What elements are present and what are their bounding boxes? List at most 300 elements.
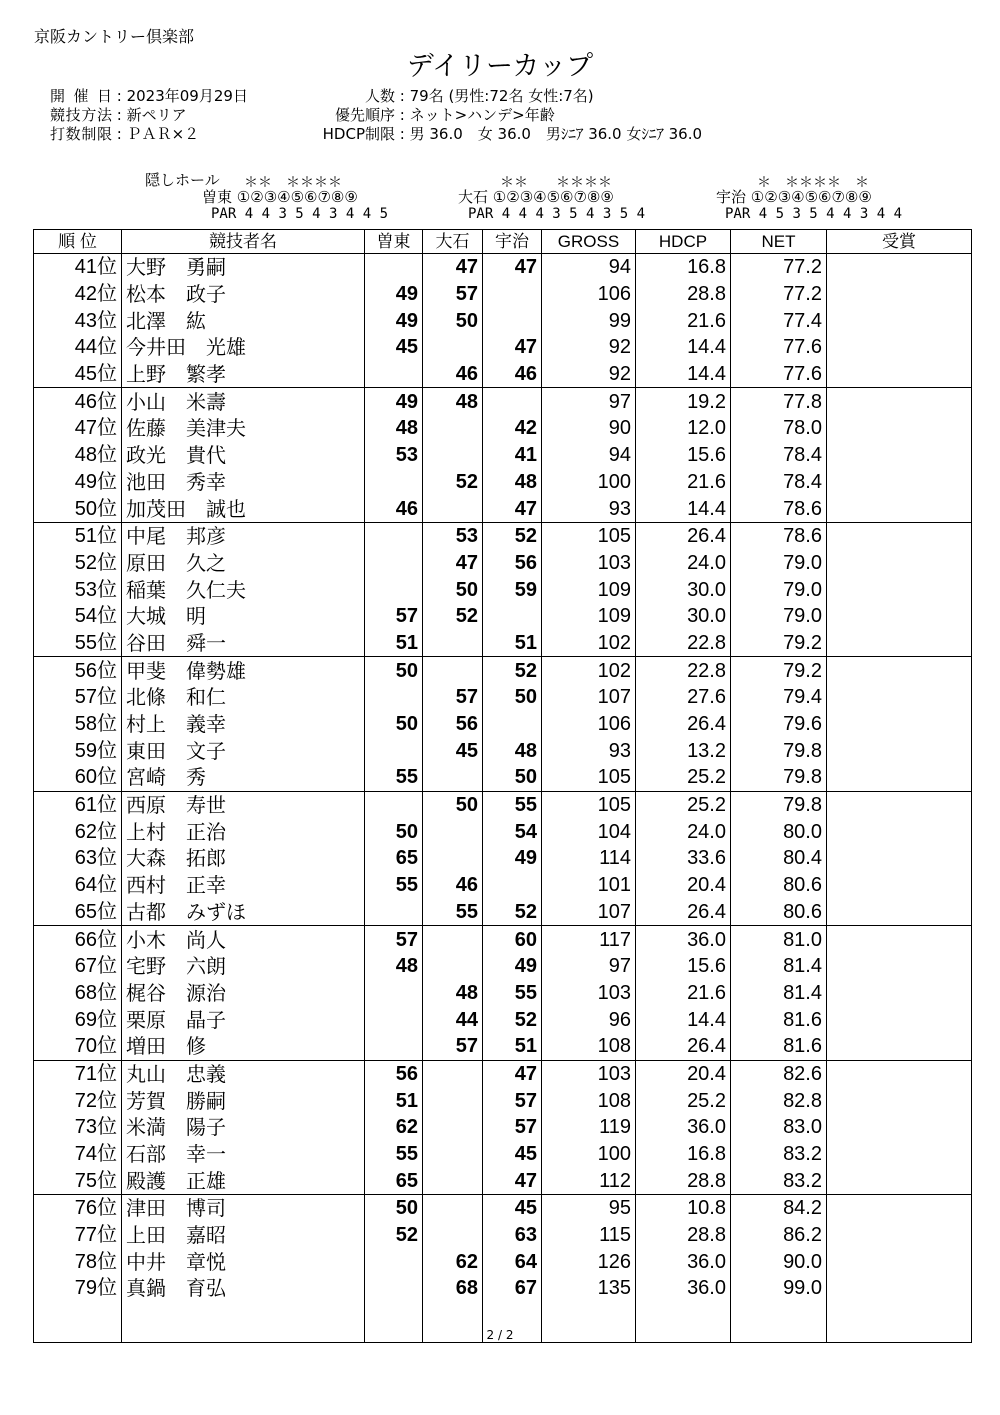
page-number: 2 / 2 <box>486 1328 514 1342</box>
table-row <box>34 576 972 603</box>
cell-net: 79.0 <box>731 603 827 630</box>
cell-name: 大野 勇嗣 <box>122 254 365 281</box>
cell-net: 77.2 <box>731 254 827 281</box>
cell-gross: 102 <box>542 630 636 657</box>
par-row-oishi <box>468 206 645 222</box>
table-row <box>34 899 972 926</box>
cell-gross: 93 <box>542 737 636 764</box>
cell-soto <box>365 1033 423 1060</box>
cell-rank: 41位 <box>34 254 122 281</box>
cell-soto: 50 <box>365 818 423 845</box>
cell-award <box>827 334 972 361</box>
cell-oishi: 48 <box>423 980 483 1007</box>
table-row <box>34 495 972 522</box>
cell-soto: 65 <box>365 1167 423 1194</box>
cell-soto <box>365 1006 423 1033</box>
cell-name: 稲葉 久仁夫 <box>122 576 365 603</box>
cell-name: 宮崎 秀 <box>122 764 365 791</box>
cell-rank: 53位 <box>34 576 122 603</box>
table-row <box>34 361 972 388</box>
cell-name: 佐藤 美津夫 <box>122 415 365 442</box>
limit-value: ＰＡＲ×２ <box>126 125 200 143</box>
table-row <box>34 711 972 738</box>
cell-soto: 57 <box>365 603 423 630</box>
cell-oishi <box>423 845 483 872</box>
hdcp-limit-label: HDCP制限 <box>322 125 395 143</box>
cell-net: 80.0 <box>731 818 827 845</box>
cell-soto: 51 <box>365 1087 423 1114</box>
cell-hdcp: 28.8 <box>636 1167 731 1194</box>
table-header-row <box>34 230 972 254</box>
cell-hdcp: 33.6 <box>636 845 731 872</box>
cell-gross: 100 <box>542 469 636 496</box>
cell-oishi <box>423 1167 483 1194</box>
count-label: 人数 <box>364 87 395 105</box>
cell-award <box>827 254 972 281</box>
table-row <box>34 442 972 469</box>
cell-gross: 103 <box>542 980 636 1007</box>
method-label: 競技方法 <box>50 106 112 124</box>
table-row <box>34 1275 972 1302</box>
cell-rank: 73位 <box>34 1114 122 1141</box>
cell-gross: 107 <box>542 899 636 926</box>
cell-soto: 62 <box>365 1114 423 1141</box>
cell-soto: 50 <box>365 1195 423 1222</box>
cell-hdcp: 21.6 <box>636 980 731 1007</box>
cell-rank: 70位 <box>34 1033 122 1060</box>
cell-net: 81.4 <box>731 980 827 1007</box>
cell-oishi <box>423 1195 483 1222</box>
cell-hdcp: 30.0 <box>636 603 731 630</box>
table-row <box>34 818 972 845</box>
cell-soto <box>365 361 423 388</box>
cell-soto: 55 <box>365 764 423 791</box>
cell-hdcp: 22.8 <box>636 630 731 657</box>
cell-uji <box>483 872 542 899</box>
cell-rank: 78位 <box>34 1248 122 1275</box>
col-net: NET <box>731 230 827 254</box>
table-row <box>34 603 972 630</box>
cell-hdcp: 14.4 <box>636 495 731 522</box>
cell-oishi: 46 <box>423 361 483 388</box>
cell-award <box>827 1248 972 1275</box>
hidden-hole-label: 隠しホール <box>145 171 220 189</box>
cell-name: 丸山 忠義 <box>122 1060 365 1087</box>
cell-soto: 48 <box>365 415 423 442</box>
hidden-marks-uji: ＊ ＊＊＊＊ ＊ <box>757 175 869 191</box>
cell-oishi: 56 <box>423 711 483 738</box>
cell-gross: 106 <box>542 281 636 308</box>
cell-net: 77.8 <box>731 388 827 415</box>
cell-uji: 46 <box>483 361 542 388</box>
cell-name: 増田 修 <box>122 1033 365 1060</box>
cell-soto: 48 <box>365 953 423 980</box>
cell-rank: 42位 <box>34 281 122 308</box>
cell-rank: 65位 <box>34 899 122 926</box>
cell-oishi <box>423 334 483 361</box>
cell-name: 東田 文子 <box>122 737 365 764</box>
cell-soto: 50 <box>365 657 423 684</box>
cell-rank: 69位 <box>34 1006 122 1033</box>
cell-uji: 54 <box>483 818 542 845</box>
cell-award <box>827 845 972 872</box>
cell-net: 78.4 <box>731 442 827 469</box>
table-row <box>34 281 972 308</box>
info-left: 開催日 : 2023年09月29日 競技方法 : 新ペリア 打数制限 : ＰＡＲ×２ <box>50 87 248 143</box>
cell-uji <box>483 307 542 334</box>
col-uji: 宇治 <box>483 230 542 254</box>
cell-uji: 56 <box>483 550 542 577</box>
cell-uji <box>483 603 542 630</box>
cell-soto: 46 <box>365 495 423 522</box>
col-name: 競技者名 <box>122 230 365 254</box>
cell-rank: 79位 <box>34 1275 122 1302</box>
cell-name: 梶谷 源治 <box>122 980 365 1007</box>
cell-soto: 57 <box>365 926 423 953</box>
cell-gross: 99 <box>542 307 636 334</box>
cell-name: 大森 拓郎 <box>122 845 365 872</box>
cell-oishi: 44 <box>423 1006 483 1033</box>
cell-gross: 105 <box>542 764 636 791</box>
cell-uji: 45 <box>483 1141 542 1168</box>
cell-oishi: 47 <box>423 254 483 281</box>
table-row <box>34 1114 972 1141</box>
cell-name: 芳賀 勝嗣 <box>122 1087 365 1114</box>
cell-uji: 50 <box>483 684 542 711</box>
cell-uji: 55 <box>483 980 542 1007</box>
cell-net: 77.6 <box>731 334 827 361</box>
hdcp-limit-value: 男 36.0 女 36.0 男ｼﾆｱ 36.0 女ｼﾆｱ 36.0 <box>409 125 703 143</box>
cell-rank: 63位 <box>34 845 122 872</box>
cell-net: 83.0 <box>731 1114 827 1141</box>
cell-oishi <box>423 415 483 442</box>
cell-oishi <box>423 495 483 522</box>
cell-net: 79.4 <box>731 684 827 711</box>
cell-net: 77.4 <box>731 307 827 334</box>
cell-oishi: 45 <box>423 737 483 764</box>
cell-rank: 59位 <box>34 737 122 764</box>
cell-soto: 49 <box>365 307 423 334</box>
col-rank: 順 位 <box>34 230 122 254</box>
cell-award <box>827 307 972 334</box>
cell-award <box>827 576 972 603</box>
cell-oishi <box>423 764 483 791</box>
cell-net: 82.8 <box>731 1087 827 1114</box>
cell-award <box>827 1195 972 1222</box>
cell-uji: 52 <box>483 657 542 684</box>
cell-hdcp: 25.2 <box>636 1087 731 1114</box>
table-row <box>34 657 972 684</box>
table-row <box>34 415 972 442</box>
count-value: 79名 (男性:72名 女性:7名) <box>409 87 594 105</box>
cell-uji: 49 <box>483 845 542 872</box>
cell-net: 84.2 <box>731 1195 827 1222</box>
cell-rank: 77位 <box>34 1222 122 1249</box>
cell-uji: 57 <box>483 1114 542 1141</box>
table-row <box>34 953 972 980</box>
table-row <box>34 630 972 657</box>
cell-award <box>827 1275 972 1302</box>
cell-award <box>827 926 972 953</box>
cell-net: 79.2 <box>731 657 827 684</box>
cell-hdcp: 36.0 <box>636 926 731 953</box>
table-row <box>34 550 972 577</box>
cell-rank: 58位 <box>34 711 122 738</box>
cell-gross: 103 <box>542 1060 636 1087</box>
table-row <box>34 926 972 953</box>
cell-net: 79.2 <box>731 630 827 657</box>
cell-rank: 68位 <box>34 980 122 1007</box>
table-body <box>34 254 972 1343</box>
cell-oishi <box>423 1141 483 1168</box>
cell-net: 81.6 <box>731 1033 827 1060</box>
table-row <box>34 388 972 415</box>
par-row-soto <box>211 206 388 222</box>
table-row <box>34 737 972 764</box>
cell-rank: 47位 <box>34 415 122 442</box>
cell-gross: 96 <box>542 1006 636 1033</box>
cell-uji: 47 <box>483 1167 542 1194</box>
cell-soto <box>365 980 423 1007</box>
cell-name: 米満 陽子 <box>122 1114 365 1141</box>
cell-soto: 55 <box>365 1141 423 1168</box>
hidden-marks-oishi: ＊＊ ＊＊＊＊ <box>500 175 612 191</box>
cell-rank: 60位 <box>34 764 122 791</box>
cell-gross: 95 <box>542 1195 636 1222</box>
cell-name: 古都 みずほ <box>122 899 365 926</box>
cell-hdcp: 12.0 <box>636 415 731 442</box>
cell-hdcp: 24.0 <box>636 818 731 845</box>
cell-soto <box>365 522 423 549</box>
cell-uji <box>483 388 542 415</box>
cell-hdcp: 25.2 <box>636 791 731 818</box>
cell-soto <box>365 899 423 926</box>
cell-hdcp: 10.8 <box>636 1195 731 1222</box>
cell-net: 82.6 <box>731 1060 827 1087</box>
cell-gross: 117 <box>542 926 636 953</box>
cell-gross: 103 <box>542 550 636 577</box>
cell-uji: 59 <box>483 576 542 603</box>
cell-soto: 65 <box>365 845 423 872</box>
limit-label: 打数制限 <box>50 125 112 143</box>
cell-rank: 44位 <box>34 334 122 361</box>
cell-soto: 52 <box>365 1222 423 1249</box>
cell-award <box>827 630 972 657</box>
cell-award <box>827 361 972 388</box>
cell-award <box>827 764 972 791</box>
cell-award <box>827 603 972 630</box>
cell-hdcp: 15.6 <box>636 953 731 980</box>
cell-rank: 55位 <box>34 630 122 657</box>
cell-net: 78.0 <box>731 415 827 442</box>
cell-uji: 42 <box>483 415 542 442</box>
cell-award <box>827 953 972 980</box>
cell-name: 殿護 正雄 <box>122 1167 365 1194</box>
cell-rank: 51位 <box>34 522 122 549</box>
cell-hdcp: 16.8 <box>636 1141 731 1168</box>
cell-soto <box>365 576 423 603</box>
cell-rank: 52位 <box>34 550 122 577</box>
cell-gross: 102 <box>542 657 636 684</box>
course-uji-holes <box>716 189 872 205</box>
cell-gross: 104 <box>542 818 636 845</box>
cell-uji: 52 <box>483 899 542 926</box>
date-value: 2023年09月29日 <box>126 87 248 105</box>
cell-soto: 53 <box>365 442 423 469</box>
cell-name: 石部 幸一 <box>122 1141 365 1168</box>
cell-hdcp: 20.4 <box>636 872 731 899</box>
cell-net: 90.0 <box>731 1248 827 1275</box>
cell-hdcp: 14.4 <box>636 361 731 388</box>
cell-uji: 64 <box>483 1248 542 1275</box>
cell-oishi <box>423 1060 483 1087</box>
table-row <box>34 791 972 818</box>
cell-award <box>827 980 972 1007</box>
cell-gross: 119 <box>542 1114 636 1141</box>
table-row <box>34 1141 972 1168</box>
cell-uji: 52 <box>483 1006 542 1033</box>
cell-uji: 47 <box>483 254 542 281</box>
cell-uji: 57 <box>483 1087 542 1114</box>
cell-uji: 67 <box>483 1275 542 1302</box>
cell-oishi <box>423 818 483 845</box>
cell-award <box>827 281 972 308</box>
cell-award <box>827 495 972 522</box>
cell-hdcp: 27.6 <box>636 684 731 711</box>
cell-award <box>827 1167 972 1194</box>
cell-award <box>827 1006 972 1033</box>
pars-soto: 4 4 3 5 4 3 4 4 5 <box>244 206 389 222</box>
cell-oishi: 50 <box>423 576 483 603</box>
cell-oishi: 52 <box>423 469 483 496</box>
cell-net: 79.8 <box>731 764 827 791</box>
cell-oishi: 53 <box>423 522 483 549</box>
table-row <box>34 334 972 361</box>
cell-hdcp: 30.0 <box>636 576 731 603</box>
cell-hdcp: 21.6 <box>636 307 731 334</box>
cell-name: 原田 久之 <box>122 550 365 577</box>
pars-oishi: 4 4 4 3 5 4 3 5 4 <box>501 206 646 222</box>
cell-name: 小木 尚人 <box>122 926 365 953</box>
cell-oishi <box>423 1087 483 1114</box>
table-row <box>34 469 972 496</box>
col-gross: GROSS <box>542 230 636 254</box>
cell-soto <box>365 254 423 281</box>
cell-oishi <box>423 1114 483 1141</box>
cell-gross: 112 <box>542 1167 636 1194</box>
cell-soto <box>365 1248 423 1275</box>
cell-uji <box>483 711 542 738</box>
cell-hdcp: 36.0 <box>636 1275 731 1302</box>
cell-soto: 55 <box>365 872 423 899</box>
cell-uji: 49 <box>483 953 542 980</box>
cell-soto: 50 <box>365 711 423 738</box>
cell-oishi <box>423 1222 483 1249</box>
cell-rank: 48位 <box>34 442 122 469</box>
cell-oishi <box>423 953 483 980</box>
cell-name: 小山 米壽 <box>122 388 365 415</box>
cell-net: 80.6 <box>731 899 827 926</box>
cell-name: 西原 寿世 <box>122 791 365 818</box>
cell-rank: 75位 <box>34 1167 122 1194</box>
cell-name: 真鍋 育弘 <box>122 1275 365 1302</box>
cell-hdcp: 14.4 <box>636 334 731 361</box>
cell-net: 79.0 <box>731 576 827 603</box>
cell-name: 村上 義幸 <box>122 711 365 738</box>
cell-net: 86.2 <box>731 1222 827 1249</box>
cell-net: 79.6 <box>731 711 827 738</box>
table-row <box>34 872 972 899</box>
cell-uji: 45 <box>483 1195 542 1222</box>
cell-soto: 49 <box>365 388 423 415</box>
cell-gross: 105 <box>542 522 636 549</box>
cell-oishi: 62 <box>423 1248 483 1275</box>
cell-uji: 47 <box>483 1060 542 1087</box>
cell-name: 上野 繁孝 <box>122 361 365 388</box>
cell-award <box>827 684 972 711</box>
cell-rank: 43位 <box>34 307 122 334</box>
cell-hdcp: 21.6 <box>636 469 731 496</box>
cell-name: 大城 明 <box>122 603 365 630</box>
cell-hdcp: 26.4 <box>636 711 731 738</box>
cell-oishi: 57 <box>423 1033 483 1060</box>
cell-award <box>827 415 972 442</box>
col-award: 受賞 <box>827 230 972 254</box>
par-row-uji <box>725 206 902 222</box>
cell-rank: 74位 <box>34 1141 122 1168</box>
page-title: デイリーカップ <box>406 51 594 82</box>
cell-net: 83.2 <box>731 1141 827 1168</box>
cell-oishi: 50 <box>423 791 483 818</box>
cell-uji: 55 <box>483 791 542 818</box>
results-table <box>33 229 972 1343</box>
cell-oishi: 55 <box>423 899 483 926</box>
table-row <box>34 1006 972 1033</box>
cell-name: 上村 正治 <box>122 818 365 845</box>
cell-name: 政光 貴代 <box>122 442 365 469</box>
course-soto-name: 曽東 <box>202 188 233 206</box>
cell-name: 西村 正幸 <box>122 872 365 899</box>
cell-hdcp: 19.2 <box>636 388 731 415</box>
col-oishi: 大石 <box>423 230 483 254</box>
cell-gross: 108 <box>542 1087 636 1114</box>
cell-oishi <box>423 926 483 953</box>
cell-hdcp: 26.4 <box>636 1033 731 1060</box>
cell-award <box>827 442 972 469</box>
cell-net: 77.2 <box>731 281 827 308</box>
cell-gross: 97 <box>542 953 636 980</box>
cell-rank: 56位 <box>34 657 122 684</box>
cell-award <box>827 899 972 926</box>
cell-soto <box>365 550 423 577</box>
hole-numbers-oishi: ①②③④⑤⑥⑦⑧⑨ <box>492 188 614 206</box>
cell-award <box>827 791 972 818</box>
cell-award <box>827 737 972 764</box>
cell-uji: 51 <box>483 630 542 657</box>
cell-net: 79.0 <box>731 550 827 577</box>
cell-award <box>827 1222 972 1249</box>
cell-name: 津田 博司 <box>122 1195 365 1222</box>
cell-uji: 52 <box>483 522 542 549</box>
cell-gross: 108 <box>542 1033 636 1060</box>
cell-net: 79.8 <box>731 737 827 764</box>
par-label-oishi: PAR <box>468 206 494 222</box>
cell-net: 78.6 <box>731 495 827 522</box>
cell-uji <box>483 281 542 308</box>
cell-gross: 135 <box>542 1275 636 1302</box>
course-oishi-holes <box>458 189 614 205</box>
cell-uji: 47 <box>483 495 542 522</box>
